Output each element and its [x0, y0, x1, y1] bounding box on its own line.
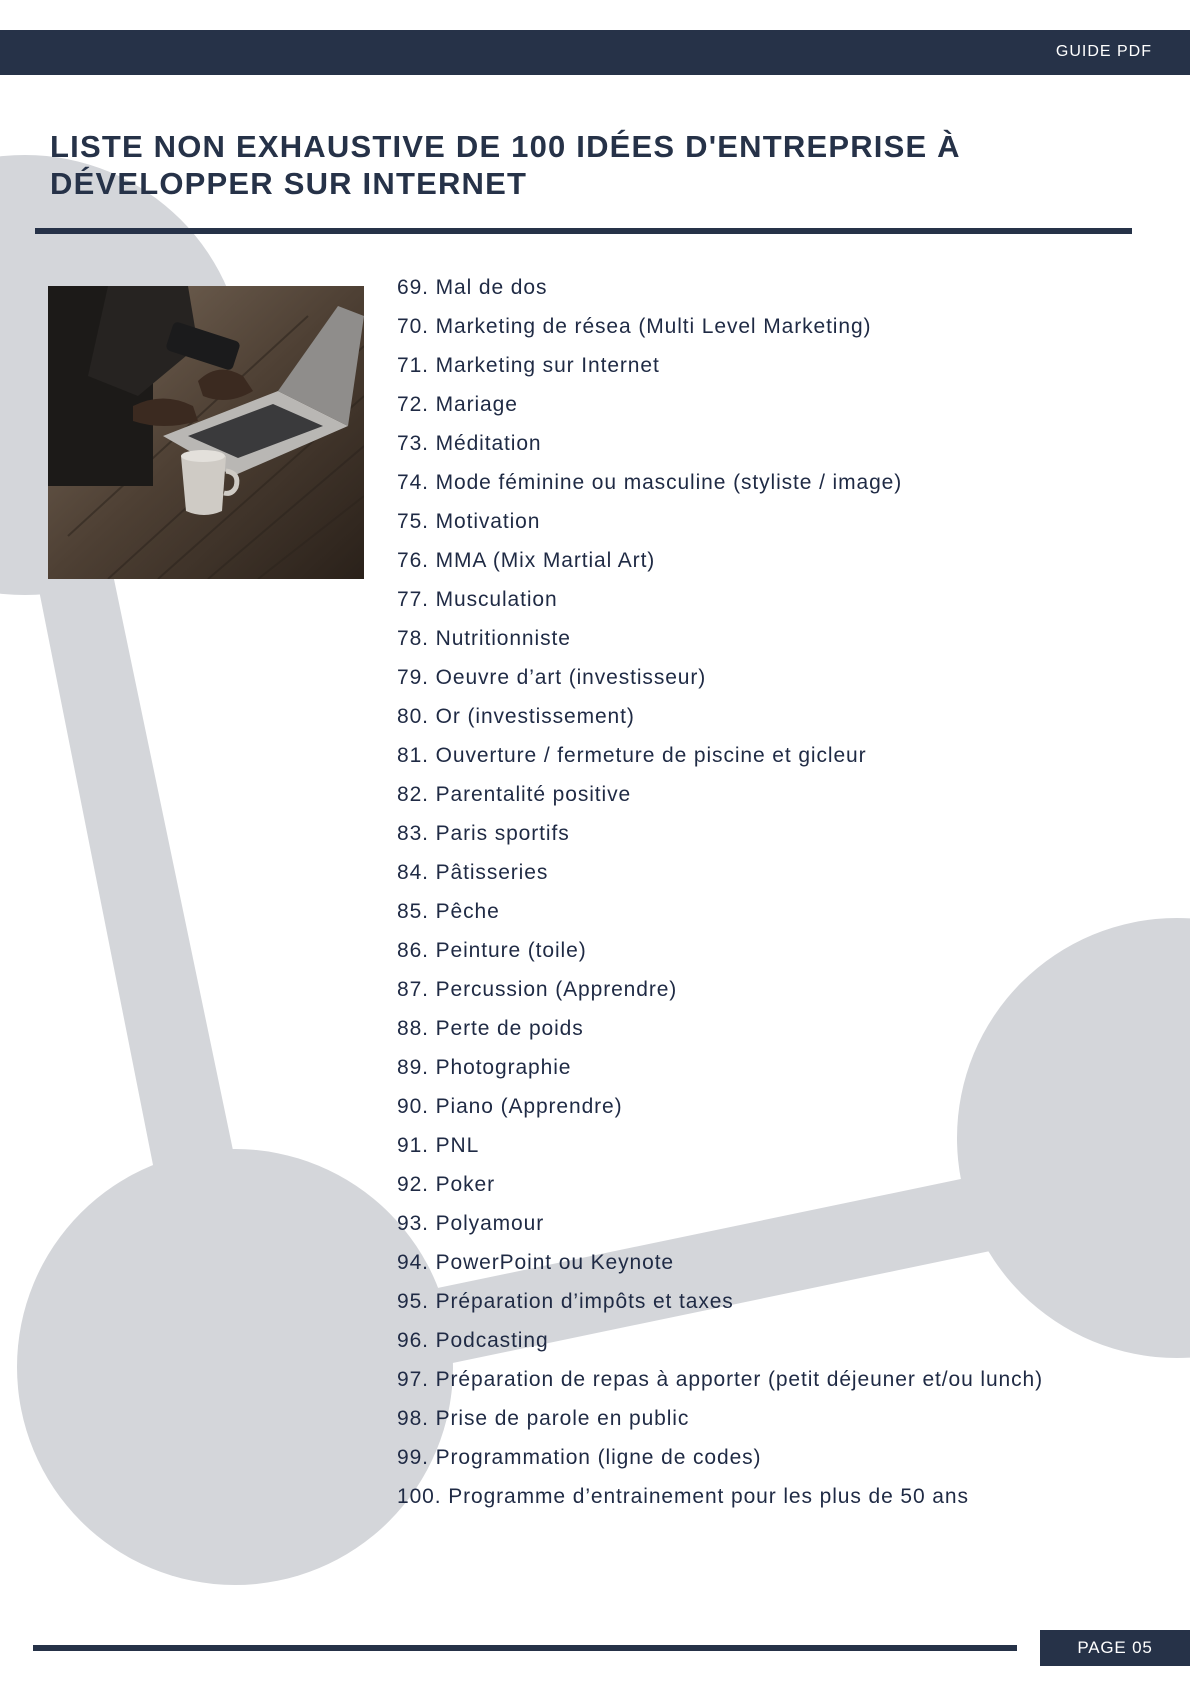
list-item: 97. Préparation de repas à apporter (petit déjeuner et/ou lunch): [397, 1368, 1043, 1391]
list-item: 99. Programmation (ligne de codes): [397, 1446, 762, 1469]
list-item: 74. Mode féminine ou masculine (styliste / image): [397, 471, 903, 494]
list-item: 80. Or (investissement): [397, 705, 635, 728]
list-item: 95. Préparation d’impôts et taxes: [397, 1290, 734, 1313]
title-divider: [35, 228, 1132, 234]
list-item: 92. Poker: [397, 1173, 495, 1196]
list-item: 87. Percussion (Apprendre): [397, 978, 678, 1001]
header-label: GUIDE PDF: [1055, 43, 1152, 60]
list-item: 79. Oeuvre d’art (investisseur): [397, 666, 707, 689]
page-number-badge: [1040, 1630, 1190, 1666]
list-item: 81. Ouverture / fermeture de piscine et gicleur: [397, 744, 867, 767]
list-item: 73. Méditation: [397, 432, 542, 455]
list-item: 90. Piano (Apprendre): [397, 1095, 623, 1118]
list-item: 71. Marketing sur Internet: [397, 354, 660, 377]
page-number: PAGE 05: [1077, 1638, 1153, 1657]
list-item: 84. Pâtisseries: [397, 861, 549, 884]
list-item: 82. Parentalité positive: [397, 783, 632, 806]
header-bar: [0, 30, 1190, 75]
list-item: 89. Photographie: [397, 1056, 572, 1079]
list-item: 70. Marketing de résea (Multi Level Marketing): [397, 315, 872, 338]
list-item: 96. Podcasting: [397, 1329, 549, 1352]
list-item: 77. Musculation: [397, 588, 558, 611]
list-item: 85. Pêche: [397, 900, 500, 923]
list-item: 69. Mal de dos: [397, 276, 548, 299]
list-item: 76. MMA (Mix Martial Art): [397, 549, 656, 572]
footer-divider: [33, 1645, 1017, 1651]
list-item: 100. Programme d’entrainement pour les plus de 50 ans: [397, 1485, 969, 1508]
list-item: 75. Motivation: [397, 510, 541, 533]
list-item: 91. PNL: [397, 1134, 480, 1157]
list-item: 94. PowerPoint ou Keynote: [397, 1251, 675, 1274]
list-item: 88. Perte de poids: [397, 1017, 584, 1040]
page-title: LISTE NON EXHAUSTIVE DE 100 IDÉES D'ENTREPRISE À DÉVELOPPER SUR INTERNET: [50, 129, 961, 201]
list-item: 78. Nutritionniste: [397, 627, 571, 650]
list-item: 86. Peinture (toile): [397, 939, 587, 962]
list-item: 72. Mariage: [397, 393, 518, 416]
bottom-left-circle: [17, 1149, 453, 1585]
list-item: 83. Paris sportifs: [397, 822, 570, 845]
laptop-coffee-photo-icon: [48, 286, 364, 579]
ideas-list: [397, 268, 1043, 1516]
list-item: 98. Prise de parole en public: [397, 1407, 690, 1430]
connector-bar-vertical: [35, 560, 235, 1175]
list-item: 93. Polyamour: [397, 1212, 545, 1235]
